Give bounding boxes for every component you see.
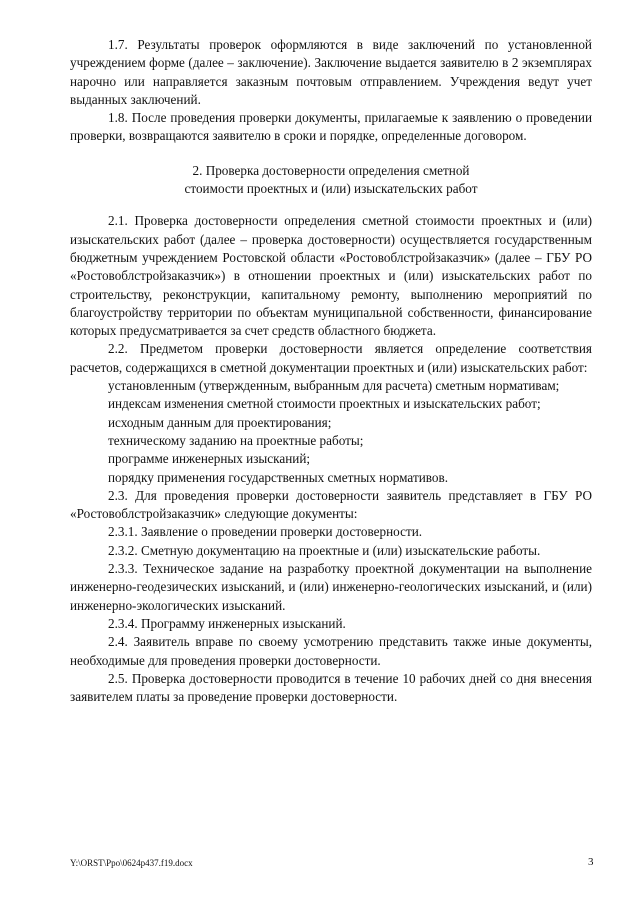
paragraph-2-3-1: 2.3.1. Заявление о проведении проверки достоверности. <box>108 524 423 540</box>
footer-file-path: Y:\ORST\Ppo\0624p437.f19.docx <box>70 858 193 868</box>
page-number: 3 <box>588 856 594 868</box>
paragraph-2-3-4: 2.3.4. Программу инженерных изысканий. <box>108 615 346 631</box>
section-title-line-2: стоимости проектных и (или) изыскательских работ <box>184 181 478 197</box>
list-item: исходным данным для проектирования; <box>108 414 332 430</box>
paragraph-2-3: 2.3. Для проведения проверки достоверности заявитель представляет в ГБУ РО «Ростовоблстройзаказчик» следующие документы: <box>70 487 592 522</box>
list-item: порядку применения государственных сметных нормативов. <box>108 469 449 485</box>
section-title <box>70 162 592 199</box>
paragraph-2-4: 2.4. Заявитель вправе по своему усмотрению представить также иные документы, необходимые для проведения проверки достоверности. <box>70 634 592 668</box>
paragraph-1-7: 1.7. Результаты проверок оформляются в виде заключений по установленной учреждением форме (далее – заключение). Заключение выдается заявителю в 2 экземплярах нарочно или направляется заказным почтовым отправлением. Учреждения ведут учет выданных заключений. <box>70 37 592 107</box>
document-page <box>70 36 592 706</box>
paragraph-2-3-3: 2.3.3. Техническое задание на разработку проектной документации на выполнение инженерно-геодезических изысканий, и (или) инженерно-геологических изысканий, и (или) инженерно-экологических изысканий. <box>70 561 592 613</box>
paragraph-2-1: 2.1. Проверка достоверности определения сметной стоимости проектных и (или) изыскательских работ (далее – проверка достоверности) осуществляется государственным бюджетным учреждением Ростовской области «Ростовоблстройзаказчик» (далее – ГБУ РО «Ростовоблстройзаказчик») в отношении проектных и (или) изыскательских работ по строительству, реконструкции, капитальному ремонту, выполнению мероприятий по благоустройству территории по объектам муниципальной собственности, финансирование которых предусматривается за счет средств областного бюджета. <box>70 213 592 339</box>
list-item: программе инженерных изысканий; <box>108 451 311 467</box>
paragraph-2-3-2: 2.3.2. Сметную документацию на проектные и (или) изыскательские работы. <box>108 542 541 558</box>
paragraph-2-5: 2.5. Проверка достоверности проводится в течение 10 рабочих дней со дня внесения заявителем платы за проведение проверки достоверности. <box>70 670 592 705</box>
paragraph-1-8: 1.8. После проведения проверки документы, прилагаемые к заявлению о проведении проверки, возвращаются заявителю в сроки и порядке, определенные договором. <box>70 110 592 144</box>
list-item: индексам изменения сметной стоимости проектных и изыскательских работ; <box>108 396 541 412</box>
paragraph-2-2: 2.2. Предметом проверки достоверности является определение соответствия расчетов, содержащихся в сметной документации проектных и (или) изыскательских работ: <box>70 341 592 375</box>
list-item: установленным (утвержденным, выбранным для расчета) сметным нормативам; <box>108 378 560 394</box>
list-item: техническому заданию на проектные работы; <box>108 432 364 448</box>
section-title-line-1: 2. Проверка достоверности определения сметной <box>192 162 470 178</box>
